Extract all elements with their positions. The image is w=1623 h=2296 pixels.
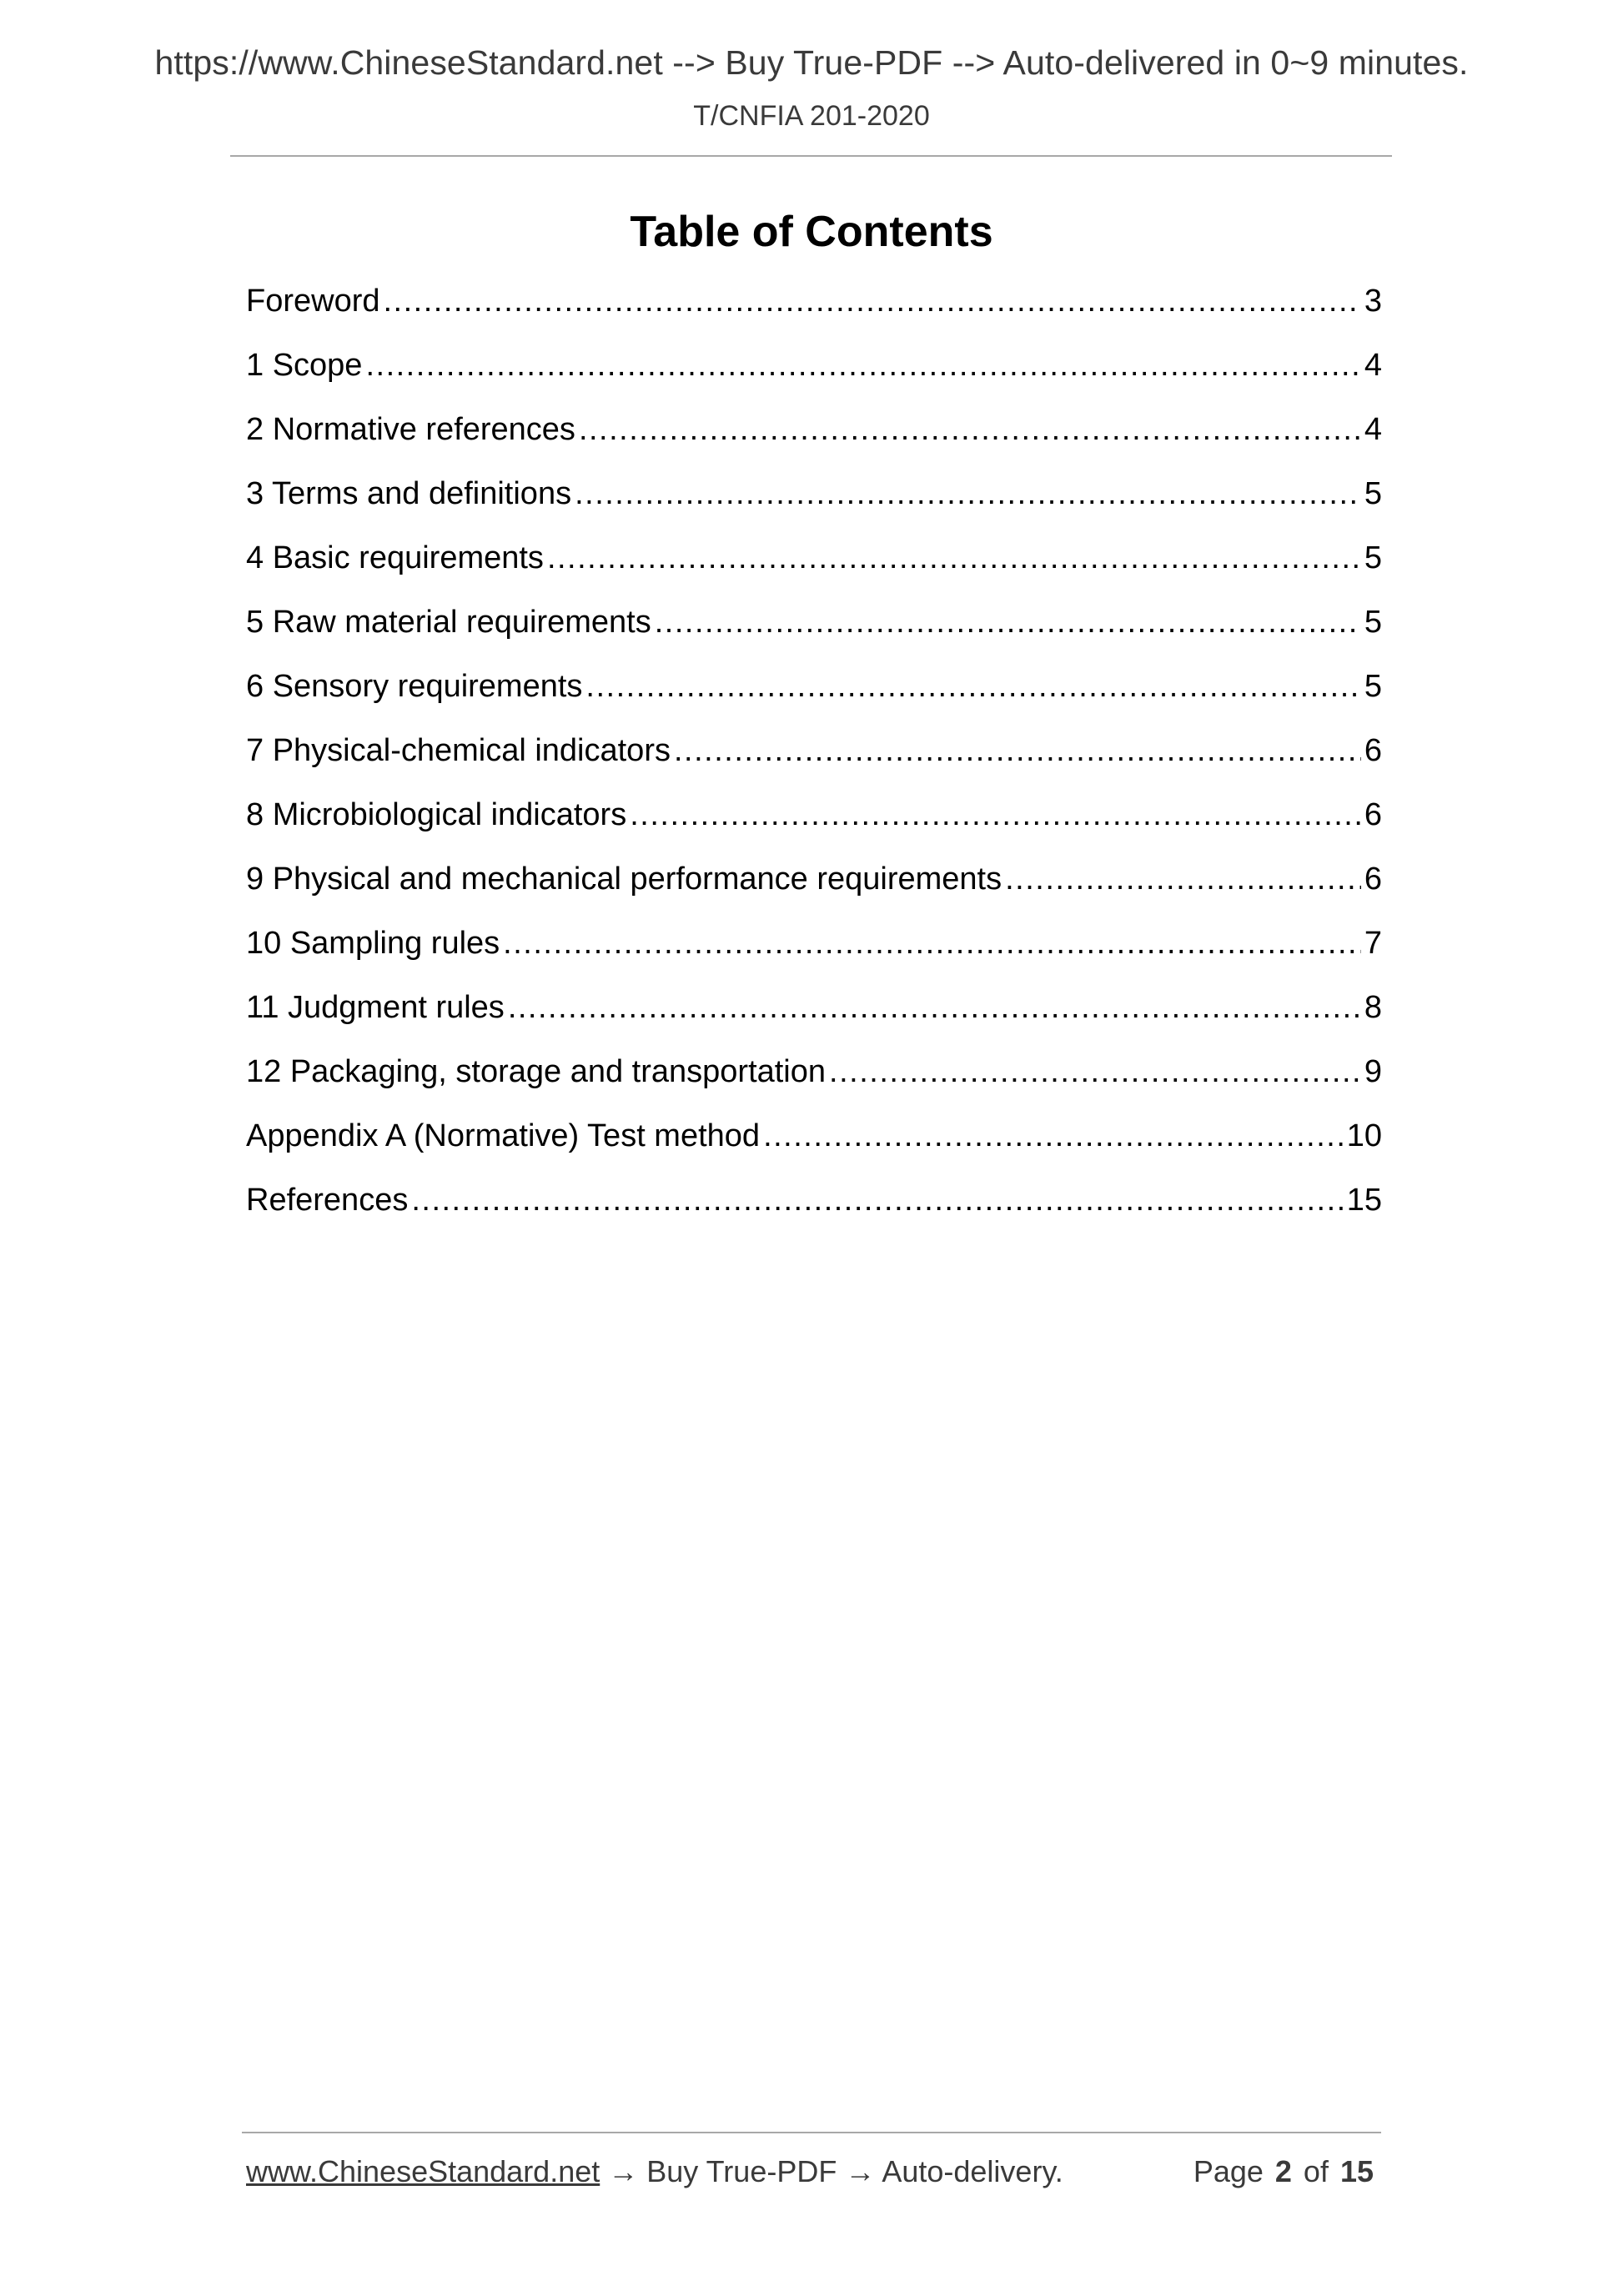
page-word: Page (1193, 2154, 1264, 2188)
header-divider (230, 155, 1392, 157)
toc-entry-normative-references[interactable] (246, 412, 1382, 476)
toc-entry-page: 5 (1364, 605, 1382, 640)
toc-title: Table of Contents (630, 208, 993, 256)
footer-site-link[interactable]: www.ChineseStandard.net (246, 2154, 600, 2188)
toc-dot-leader (1005, 862, 1361, 897)
of-word: of (1303, 2154, 1329, 2188)
toc-entry-label: 11 Judgment rules (246, 990, 505, 1025)
toc-dot-leader (503, 926, 1361, 962)
toc-entry-page: 7 (1364, 926, 1382, 961)
footer-tagline: → Buy True-PDF → Auto-delivery. (608, 2154, 1063, 2188)
toc-entry-microbiological-indicators[interactable] (246, 797, 1382, 862)
toc-dot-leader (411, 1183, 1343, 1218)
toc-entry-raw-material-requirements[interactable] (246, 605, 1382, 669)
toc-entry-terms-and-definitions[interactable] (246, 476, 1382, 540)
toc-entry-label: 5 Raw material requirements (246, 605, 651, 640)
toc-entry-appendix-a[interactable] (246, 1118, 1382, 1183)
toc-dot-leader (674, 733, 1361, 769)
toc-entry-foreword[interactable] (246, 284, 1382, 348)
toc-dot-leader (579, 412, 1361, 448)
toc-entry-label: 8 Microbiological indicators (246, 797, 627, 832)
toc-list (246, 284, 1382, 1247)
toc-dot-leader (763, 1118, 1344, 1154)
toc-entry-label: 9 Physical and mechanical performance requirements (246, 862, 1002, 897)
toc-dot-leader (365, 348, 1360, 384)
toc-entry-references[interactable] (246, 1183, 1382, 1247)
toc-entry-label: 12 Packaging, storage and transportation (246, 1054, 827, 1089)
toc-entry-page: 6 (1364, 733, 1382, 768)
toc-entry-label: 2 Normative references (246, 412, 575, 447)
header-banner: https://www.ChineseStandard.net --> Buy True-PDF --> Auto-delivered in 0~9 minutes. (154, 43, 1469, 82)
toc-dot-leader (575, 476, 1361, 512)
toc-entry-sampling-rules[interactable] (246, 926, 1382, 990)
total-pages-number: 15 (1339, 2154, 1374, 2188)
toc-dot-leader (829, 1054, 1361, 1090)
toc-entry-physical-mechanical-performance[interactable] (246, 862, 1382, 926)
footer-left (246, 2154, 1063, 2189)
toc-dot-leader (508, 990, 1361, 1026)
toc-entry-label: 6 Sensory requirements (246, 669, 583, 704)
toc-dot-leader (547, 540, 1361, 576)
toc-entry-label: References (246, 1183, 409, 1218)
toc-entry-page: 5 (1364, 540, 1382, 575)
toc-dot-leader (630, 797, 1361, 833)
toc-entry-label: 1 Scope (246, 348, 363, 383)
toc-entry-label: 10 Sampling rules (246, 926, 500, 961)
toc-entry-page: 15 (1346, 1183, 1382, 1218)
toc-entry-packaging-storage-transportation[interactable] (246, 1054, 1382, 1118)
toc-entry-page: 8 (1364, 990, 1382, 1025)
toc-entry-page: 5 (1364, 669, 1382, 704)
toc-entry-basic-requirements[interactable] (246, 540, 1382, 605)
toc-entry-physical-chemical-indicators[interactable] (246, 733, 1382, 797)
toc-entry-page: 5 (1364, 476, 1382, 511)
toc-entry-page: 6 (1364, 862, 1382, 897)
toc-entry-page: 6 (1364, 797, 1382, 832)
footer-divider (242, 2132, 1381, 2133)
toc-entry-page: 4 (1364, 412, 1382, 447)
toc-entry-page: 3 (1364, 284, 1382, 319)
toc-entry-page: 10 (1346, 1118, 1382, 1153)
page-counter (1193, 2154, 1374, 2189)
document-code: T/CNFIA 201-2020 (693, 100, 930, 132)
toc-entry-label: 3 Terms and definitions (246, 476, 572, 511)
toc-entry-label: Appendix A (Normative) Test method (246, 1118, 761, 1153)
toc-dot-leader (384, 284, 1361, 319)
toc-entry-label: Foreword (246, 284, 380, 319)
current-page-number: 2 (1274, 2154, 1292, 2188)
toc-entry-judgment-rules[interactable] (246, 990, 1382, 1054)
toc-entry-label: 7 Physical-chemical indicators (246, 733, 671, 768)
toc-entry-page: 9 (1364, 1054, 1382, 1089)
toc-entry-scope[interactable] (246, 348, 1382, 412)
toc-dot-leader (655, 605, 1361, 641)
toc-dot-leader (585, 669, 1360, 705)
toc-entry-page: 4 (1364, 348, 1382, 383)
toc-entry-label: 4 Basic requirements (246, 540, 544, 575)
toc-entry-sensory-requirements[interactable] (246, 669, 1382, 733)
